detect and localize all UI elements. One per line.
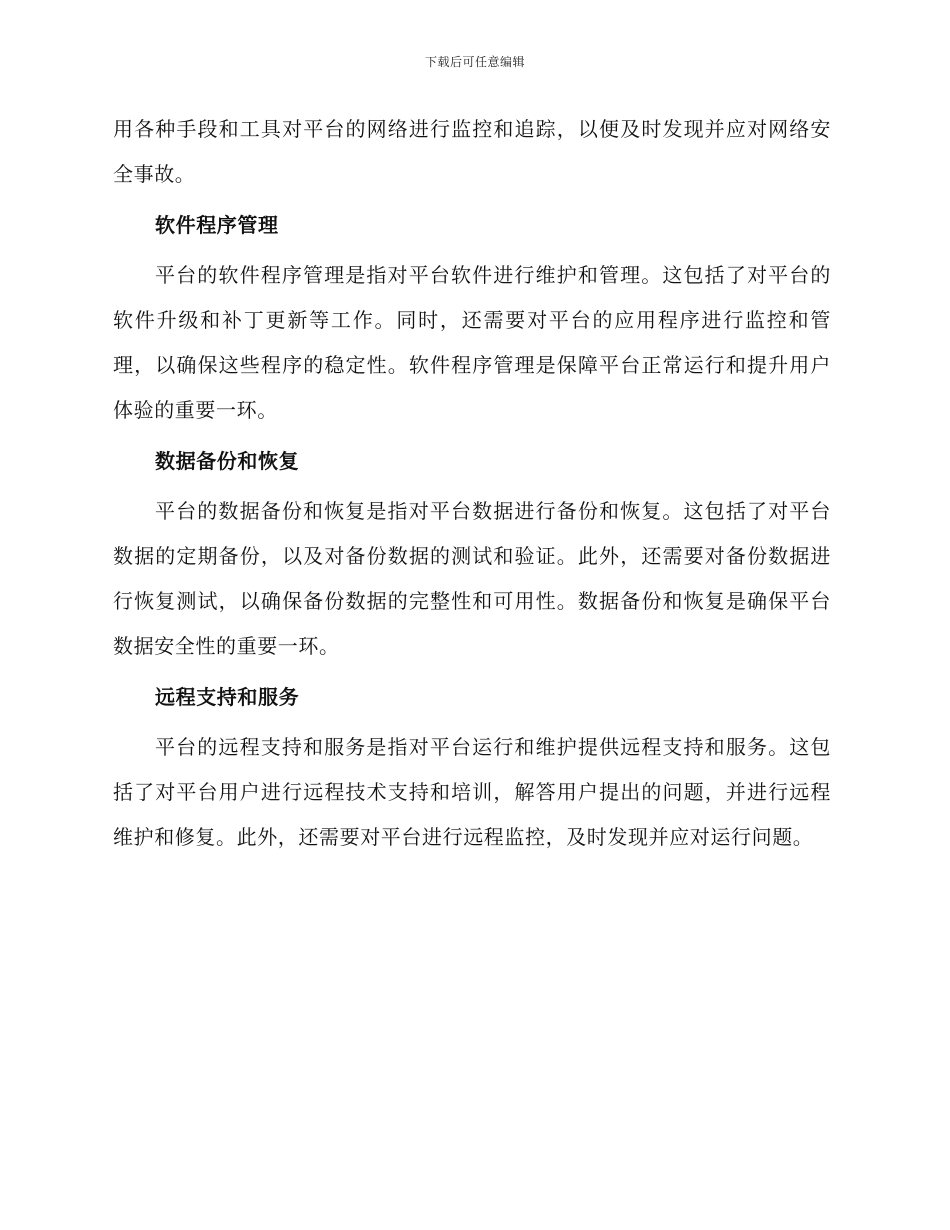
section-paragraph-backup: 平台的数据备份和恢复是指对平台数据进行备份和恢复。这包括了对平台数据的定期备份，以及对备份数据的测试和验证。此外，还需要对备份数据进行恢复测试，以确保备份数据的完整性和可用性。数据备份和恢复是确保平台数据安全性的重要一环。 bbox=[113, 499, 831, 658]
document-body bbox=[113, 107, 831, 860]
page-header: 下载后可任意编辑 bbox=[424, 55, 525, 69]
section-heading-remote: 远程支持和服务 bbox=[155, 685, 300, 709]
intro-paragraph: 用各种手段和工具对平台的网络进行监控和追踪，以便及时发现并应对网络安全事故。 bbox=[113, 117, 831, 186]
spacer bbox=[113, 197, 831, 201]
spacer bbox=[113, 433, 831, 437]
section-heading-backup: 数据备份和恢复 bbox=[155, 449, 300, 473]
section-paragraph-remote: 平台的远程支持和服务是指对平台运行和维护提供远程支持和服务。这包括了对平台用户进行远程技术支持和培训，解答用户提出的问题，并进行远程维护和修复。此外，还需要对平台进行远程监控，及时发现并应对运行问题。 bbox=[113, 735, 831, 849]
section-paragraph-software: 平台的软件程序管理是指对平台软件进行维护和管理。这包括了对平台的软件升级和补丁更新等工作。同时，还需要对平台的应用程序进行监控和管理，以确保这些程序的稳定性。软件程序管理是保障平台正常运行和提升用户体验的重要一环。 bbox=[113, 263, 831, 422]
spacer bbox=[113, 669, 831, 673]
section-heading-software: 软件程序管理 bbox=[155, 213, 279, 237]
